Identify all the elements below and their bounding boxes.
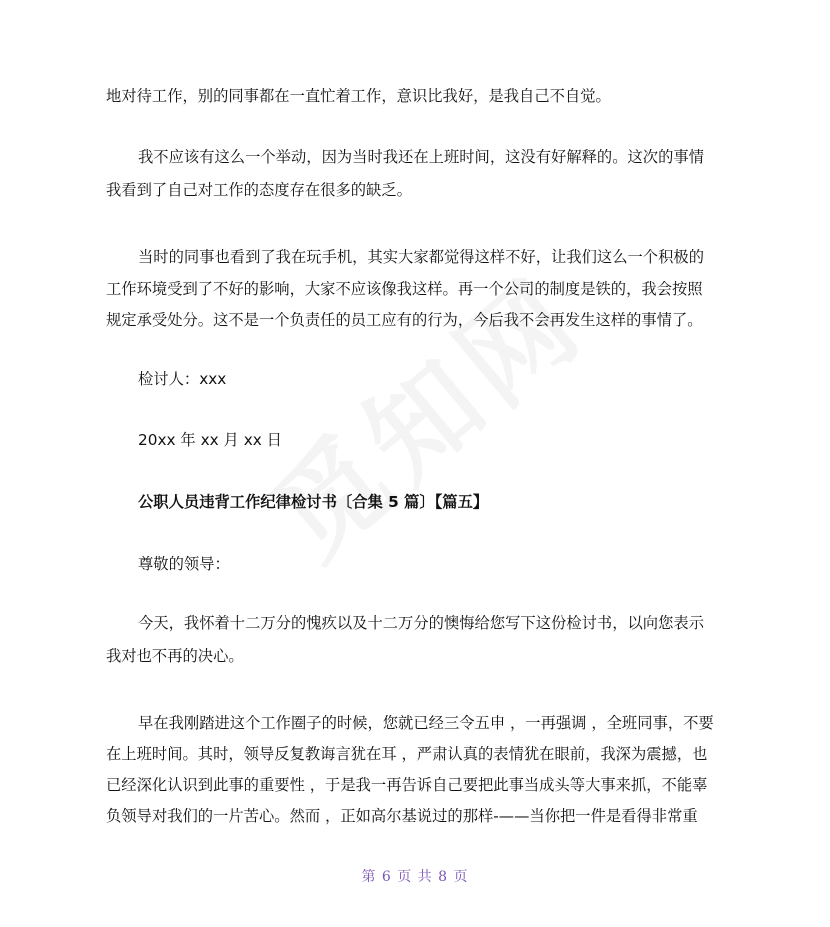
paragraph-line: 已经深化认识到此事的重要性 ，于是我一再告诉自己要把此事当成头等大事来抓，不能辜 (106, 776, 708, 794)
paragraph-line: 早在我刚踏进这个工作圈子的时候，您就已经三令五申 ，一再强调 ，全班同事，不要 (138, 714, 714, 732)
paragraph-line: 我不应该有这么一个举动，因为当时我还在上班时间，这没有好解释的。这次的事情 (138, 148, 704, 166)
paragraph-line: 当时的同事也看到了我在玩手机，其实大家都觉得这样不好，让我们这么一个积极的 (138, 248, 704, 266)
salutation: 尊敬的领导： (138, 555, 230, 573)
paragraph-line: 我看到了自己对工作的态度存在很多的缺乏。 (106, 181, 412, 199)
paragraph-line: 负领导对我们的一片苦心。然而 ，正如高尔基说过的那样-——当你把一件是看得非常重 (106, 807, 698, 825)
paragraph-line: 今天，我怀着十二万分的愧疚以及十二万分的懊悔给您写下这份检讨书，以向您表示 (138, 614, 704, 632)
page-footer: 第 6 页 共 8 页 (361, 869, 469, 885)
paragraph-line: 在上班时间。其时，领导反复教诲言犹在耳 ，严肃认真的表情犹在眼前，我深为震撼，也 (106, 745, 708, 763)
paragraph-line: 工作环境受到了不好的影响，大家不应该像我这样。再一个公司的制度是铁的，我会按照 (106, 280, 703, 298)
section-heading: 公职人员违背工作纪律检讨书〔合集 5 篇〕【篇五】 (138, 493, 489, 511)
paragraph-line: 我对也不再的决心。 (106, 647, 244, 665)
paragraph-line: 地对待工作，别的同事都在一直忙着工作，意识比我好，是我自己不自觉。 (106, 87, 611, 105)
paragraph-line: 规定承受处分。这不是一个负责任的员工应有的行为，今后我不会再发生这样的事情了。 (106, 311, 703, 329)
signer-line: 检讨人：xxx (138, 370, 227, 388)
date-line: 20xx 年 xx 月 xx 日 (138, 431, 282, 449)
